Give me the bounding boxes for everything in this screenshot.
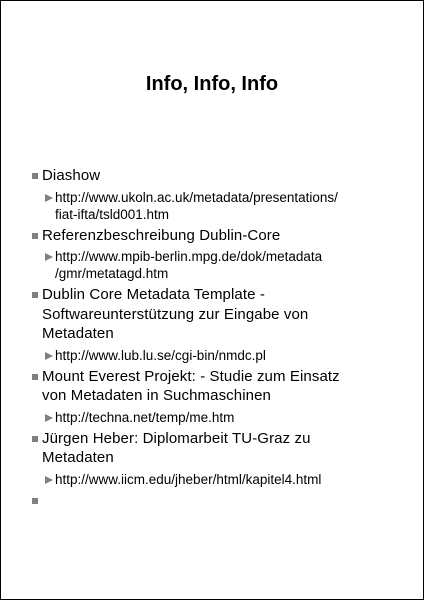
sub-item-line: http://www.lub.lu.se/cgi-bin/nmdc.pl — [55, 347, 266, 363]
square-bullet-icon — [32, 233, 38, 239]
list-item — [1, 429, 423, 468]
square-bullet-icon — [32, 374, 38, 380]
sub-item-text[interactable] — [55, 409, 403, 426]
sub-item-text[interactable] — [55, 347, 403, 364]
square-bullet-icon — [32, 173, 38, 179]
list-item-empty — [1, 491, 423, 510]
list-item-line: Metadaten — [42, 449, 114, 466]
list-item — [1, 226, 423, 246]
sub-item-line: http://techna.net/temp/me.htm — [55, 409, 235, 425]
list-item-line: Softwareunterstützung zur Eingabe von — [42, 305, 309, 323]
list-item-text — [42, 429, 403, 468]
sub-item-text[interactable] — [55, 471, 403, 488]
square-bullet-icon — [32, 436, 38, 442]
list-item-line: Dublin Core Metadata Template - — [42, 286, 265, 303]
triangle-arrow-icon — [45, 414, 53, 422]
list-item — [1, 367, 423, 406]
triangle-arrow-icon — [45, 194, 53, 202]
sub-item-link[interactable] — [1, 248, 423, 282]
sub-item-link[interactable] — [1, 189, 423, 223]
list-item-line: von Metadaten in Suchmaschinen — [42, 387, 271, 404]
triangle-arrow-icon — [45, 253, 53, 261]
sub-item-line: fiat-ifta/tsld001.htm — [55, 206, 170, 222]
triangle-arrow-icon — [45, 476, 53, 484]
list-item-text: Diashow — [42, 167, 101, 184]
sub-item-line: http://www.mpib-berlin.mpg.de/dok/metadata — [55, 249, 323, 264]
list-item-text: Referenzbeschreibung Dublin-Core — [42, 226, 281, 244]
sub-item-text[interactable] — [55, 248, 403, 282]
list-item-line: Mount Everest Projekt: - Studie zum Einsatz — [42, 367, 340, 385]
list-item — [1, 285, 423, 344]
sub-item-line: /gmr/metatagd.htm — [55, 266, 169, 281]
sub-item-text[interactable] — [55, 189, 403, 223]
sub-item-link[interactable] — [1, 409, 423, 426]
list-item — [1, 166, 423, 186]
square-bullet-icon — [32, 292, 38, 298]
sub-item-link[interactable] — [1, 347, 423, 364]
sub-item-link[interactable] — [1, 471, 423, 488]
list-item-text — [42, 367, 403, 406]
list-item-line: Metadaten — [42, 325, 114, 342]
list-item-line: Jürgen Heber: Diplomarbeit TU-Graz zu — [42, 429, 311, 447]
square-bullet-icon — [32, 498, 38, 504]
list-item-text — [42, 285, 403, 344]
sub-item-line: http://www.ukoln.ac.uk/metadata/presentations/ — [55, 189, 338, 205]
slide-title: Info, Info, Info — [145, 73, 279, 95]
bullet-list — [1, 166, 423, 510]
sub-item-line: http://www.iicm.edu/jheber/html/kapitel4.html — [55, 471, 322, 487]
triangle-arrow-icon — [45, 352, 53, 360]
